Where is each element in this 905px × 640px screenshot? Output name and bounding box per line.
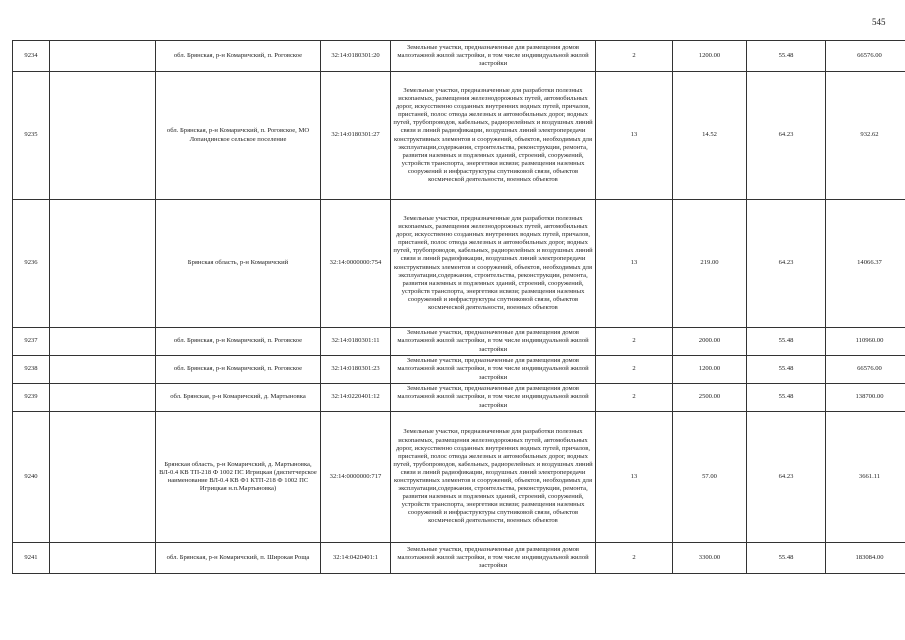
land-use-cell: Земельные участки, предназначенные для размещения домов малоэтажной жилой застройки, в том числе индивидуальной жилой застройки <box>391 41 596 72</box>
land-use-cell: Земельные участки, предназначенные для размещения домов малоэтажной жилой застройки, в том числе индивидуальной жилой застройки <box>391 543 596 574</box>
rate-cell: 64.23 <box>747 412 826 543</box>
land-use-cell: Земельные участки, предназначенные для разработки полезных ископаемых, размещения железнодорожных путей, автомобильных дорог, искусственно созданных внутренних водных путей, причалов, пристаней, полос отвода железных и автомобильных дорог, водных путей, трубопроводов, кабельных, радиорелейных и воздушных линий связи и линий радиофикации, воздушных линий электропередачи конструктивных элементов и сооружений, объектов, необходимых для эксплуатации,содержания, строительства, реконструкции, ремонта, развития наземных и подземных зданий, строений, сооружений, устройств транспорта, энергетики исвязи; размещения наземных сооружений и инфраструктуры спутниковой связи, объектов космической деятельности, военных объектов <box>391 412 596 543</box>
area-cell: 57.00 <box>673 412 747 543</box>
cadastral-value-cell: 66576.00 <box>826 356 905 384</box>
area-cell: 1200.00 <box>673 41 747 72</box>
cadastral-value-cell: 138700.00 <box>826 384 905 412</box>
category-cell: 2 <box>596 356 673 384</box>
area-cell: 1200.00 <box>673 356 747 384</box>
table-row <box>13 356 905 384</box>
address-cell: Брянская область, р-н Комаричский, д. Мартыновка, ВЛ-0.4 КВ ТП-218 Ф 1002 ПС Игрицкая (диспетчерское наименование ВЛ-0.4 КВ Ф1 КТП-218 Ф 1002 ПС Игрицкая н.п.Мартыновка) <box>156 412 321 543</box>
category-cell: 13 <box>596 72 673 200</box>
cadastral-number-cell: 32:14:0180301:11 <box>321 328 391 356</box>
cadastral-number-cell: 32:14:0180301:23 <box>321 356 391 384</box>
category-cell: 13 <box>596 200 673 328</box>
area-cell: 219.00 <box>673 200 747 328</box>
address-cell: обл. Брянская, р-н Комаричский, п. Роговское <box>156 41 321 72</box>
land-use-cell: Земельные участки, предназначенные для размещения домов малоэтажной жилой застройки, в том числе индивидуальной жилой застройки <box>391 356 596 384</box>
empty-cell <box>50 384 156 412</box>
category-cell: 2 <box>596 41 673 72</box>
table-row <box>13 543 905 574</box>
empty-cell <box>50 41 156 72</box>
cadastral-value-cell: 183084.00 <box>826 543 905 574</box>
rate-cell: 55.48 <box>747 41 826 72</box>
page-number: 545 <box>872 17 886 27</box>
cadastral-value-cell: 3661.11 <box>826 412 905 543</box>
category-cell: 13 <box>596 412 673 543</box>
row-number: 9237 <box>13 328 50 356</box>
address-cell: обл. Брянская, р-н Комаричский, п. Роговское <box>156 356 321 384</box>
empty-cell <box>50 412 156 543</box>
table-row <box>13 41 905 72</box>
table-row <box>13 72 905 200</box>
cadastral-value-cell: 932.62 <box>826 72 905 200</box>
category-cell: 2 <box>596 543 673 574</box>
land-use-cell: Земельные участки, предназначенные для разработки полезных ископаемых, размещения железнодорожных путей, автомобильных дорог, искусственно созданных внутренних водных путей, причалов, пристаней, полос отвода железных и автомобильных дорог, водных путей, трубопроводов, кабельных, радиорелейных и воздушных линий связи и линий радиофикации, воздушных линий электропередачи конструктивных элементов и сооружений, объектов, необходимых для эксплуатации,содержания, строительства, реконструкции, ремонта, развития наземных и подземных зданий, строений, сооружений, устройств транспорта, энергетики исвязи; размещения наземных сооружений и инфраструктуры спутниковой связи, объектов космической деятельности, военных объектов <box>391 72 596 200</box>
area-cell: 2500.00 <box>673 384 747 412</box>
row-number: 9234 <box>13 41 50 72</box>
land-use-cell: Земельные участки, предназначенные для разработки полезных ископаемых, размещения железнодорожных путей, автомобильных дорог, искусственно созданных внутренних водных путей, причалов, пристаней, полос отвода железных и автомобильных дорог, водных путей, трубопроводов, кабельных, радиорелейных и воздушных линий связи и линий радиофикации, воздушных линий электропередачи конструктивных элементов и сооружений, объектов, необходимых для эксплуатации,содержания, строительства, реконструкции, ремонта, развития наземных и подземных зданий, строений, сооружений, устройств транспорта, энергетики исвязи; размещения наземных сооружений и инфраструктуры спутниковой связи, объектов космической деятельности, военных объектов <box>391 200 596 328</box>
area-cell: 2000.00 <box>673 328 747 356</box>
row-number: 9239 <box>13 384 50 412</box>
area-cell: 3300.00 <box>673 543 747 574</box>
empty-cell <box>50 72 156 200</box>
cadastral-number-cell: 32:14:0420401:1 <box>321 543 391 574</box>
cadastral-number-cell: 32:14:0000000:717 <box>321 412 391 543</box>
empty-cell <box>50 543 156 574</box>
cadastral-value-cell: 110960.00 <box>826 328 905 356</box>
table-row <box>13 412 905 543</box>
address-cell: обл. Брянская, р-н Комаричский, п. Широкая Роща <box>156 543 321 574</box>
address-cell: обл. Брянская, р-н Комаричский, д. Мартыновка <box>156 384 321 412</box>
table-row <box>13 200 905 328</box>
rate-cell: 55.48 <box>747 328 826 356</box>
address-cell: Брянская область, р-н Комаричский <box>156 200 321 328</box>
row-number: 9241 <box>13 543 50 574</box>
table-row <box>13 328 905 356</box>
empty-cell <box>50 200 156 328</box>
land-registry-table <box>12 40 905 574</box>
area-cell: 14.52 <box>673 72 747 200</box>
rate-cell: 55.48 <box>747 543 826 574</box>
category-cell: 2 <box>596 384 673 412</box>
cadastral-number-cell: 32:14:0000000:754 <box>321 200 391 328</box>
category-cell: 2 <box>596 328 673 356</box>
land-use-cell: Земельные участки, предназначенные для размещения домов малоэтажной жилой застройки, в том числе индивидуальной жилой застройки <box>391 328 596 356</box>
row-number: 9238 <box>13 356 50 384</box>
address-cell: обл. Брянская, р-н Комаричский, п. Роговское <box>156 328 321 356</box>
empty-cell <box>50 356 156 384</box>
rate-cell: 55.48 <box>747 384 826 412</box>
cadastral-number-cell: 32:14:0180301:20 <box>321 41 391 72</box>
cadastral-value-cell: 14066.37 <box>826 200 905 328</box>
row-number: 9235 <box>13 72 50 200</box>
row-number: 9236 <box>13 200 50 328</box>
rate-cell: 64.23 <box>747 72 826 200</box>
row-number: 9240 <box>13 412 50 543</box>
rate-cell: 64.23 <box>747 200 826 328</box>
cadastral-number-cell: 32:14:0180301:27 <box>321 72 391 200</box>
cadastral-number-cell: 32:14:0220401:12 <box>321 384 391 412</box>
rate-cell: 55.48 <box>747 356 826 384</box>
registry-body <box>13 41 905 574</box>
address-cell: обл. Брянская, р-н Комаричский, п. Роговское, МО Лопандинское сельское поселение <box>156 72 321 200</box>
empty-cell <box>50 328 156 356</box>
cadastral-value-cell: 66576.00 <box>826 41 905 72</box>
table-row <box>13 384 905 412</box>
land-use-cell: Земельные участки, предназначенные для размещения домов малоэтажной жилой застройки, в том числе индивидуальной жилой застройки <box>391 384 596 412</box>
